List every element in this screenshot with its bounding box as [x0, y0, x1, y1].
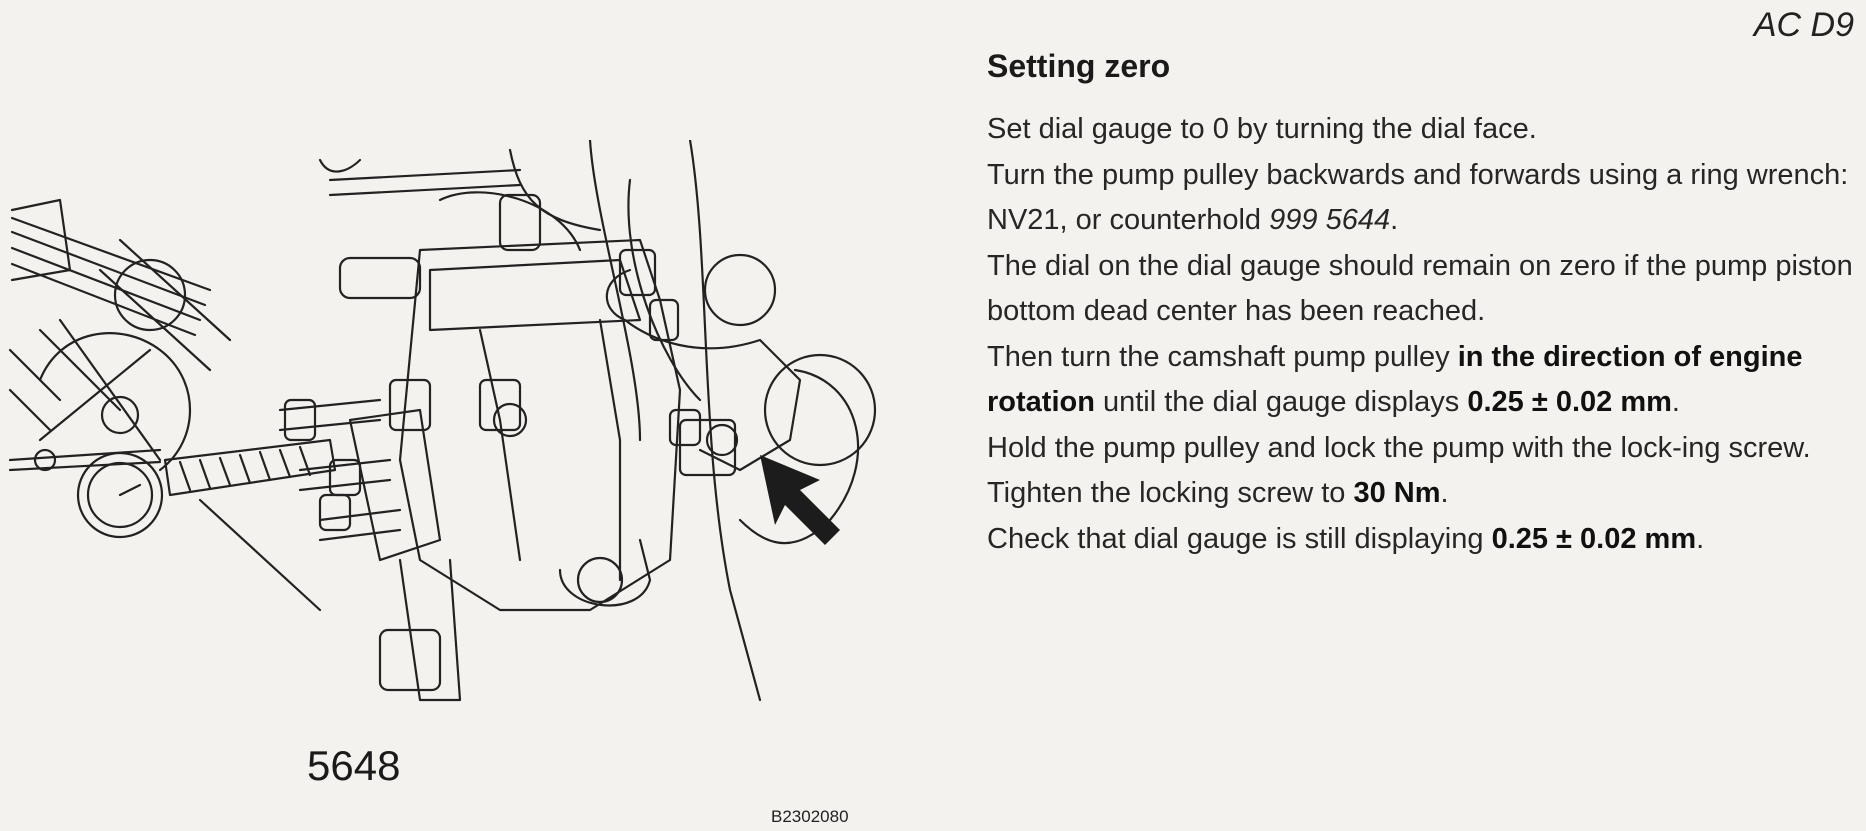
step-tighten-screw [987, 471, 1857, 517]
step-check-text: Check that dial gauge is still displaying [987, 522, 1492, 555]
step-turn-camshaft-mid: until the dial gauge displays [1094, 386, 1468, 418]
page-code: AC D9 [1753, 6, 1854, 44]
injection-pump-illustration [0, 140, 960, 740]
step-turn-camshaft [987, 335, 1857, 426]
step-tighten-text: Tighten the locking screw to [987, 477, 1354, 509]
instructions-block [987, 48, 1857, 562]
step-set-dial: Set dial gauge to 0 by turning the dial face. [987, 113, 1537, 145]
section-heading: Setting zero [987, 48, 1171, 84]
figure-number: 5648 [307, 742, 401, 789]
direction-emphasis: in the direction of engine rotation [987, 340, 1803, 418]
step-turn-pulley-text: Turn the pump pulley backwards and forwards using a ring wrench: NV21, or counterhold [987, 158, 1849, 236]
step-turn-camshaft-end: . [1671, 386, 1680, 418]
tool-number: 999 5644 [1269, 204, 1391, 236]
image-reference: B2302080 [771, 807, 849, 826]
step-turn-camshaft-text: Then turn the camshaft pump pulley [987, 340, 1458, 373]
step-check-end: . [1696, 522, 1705, 555]
step-turn-pulley [987, 153, 1857, 244]
step-tighten-end: . [1440, 477, 1449, 509]
gauge-value: 0.25 ± 0.02 mm [1467, 386, 1672, 418]
arrow-indicator [760, 455, 840, 545]
step-dial-zero: The dial on the dial gauge should remain on zero if the pump piston bottom dead center has been reached. [987, 249, 1853, 327]
step-lock-pump: Hold the pump pulley and lock the pump with the lock-ing screw. [987, 431, 1811, 464]
step-turn-pulley-end: . [1390, 204, 1399, 236]
step-check-gauge [987, 517, 1857, 563]
check-gauge-value: 0.25 ± 0.02 mm [1491, 522, 1697, 555]
torque-value: 30 Nm [1353, 477, 1441, 509]
